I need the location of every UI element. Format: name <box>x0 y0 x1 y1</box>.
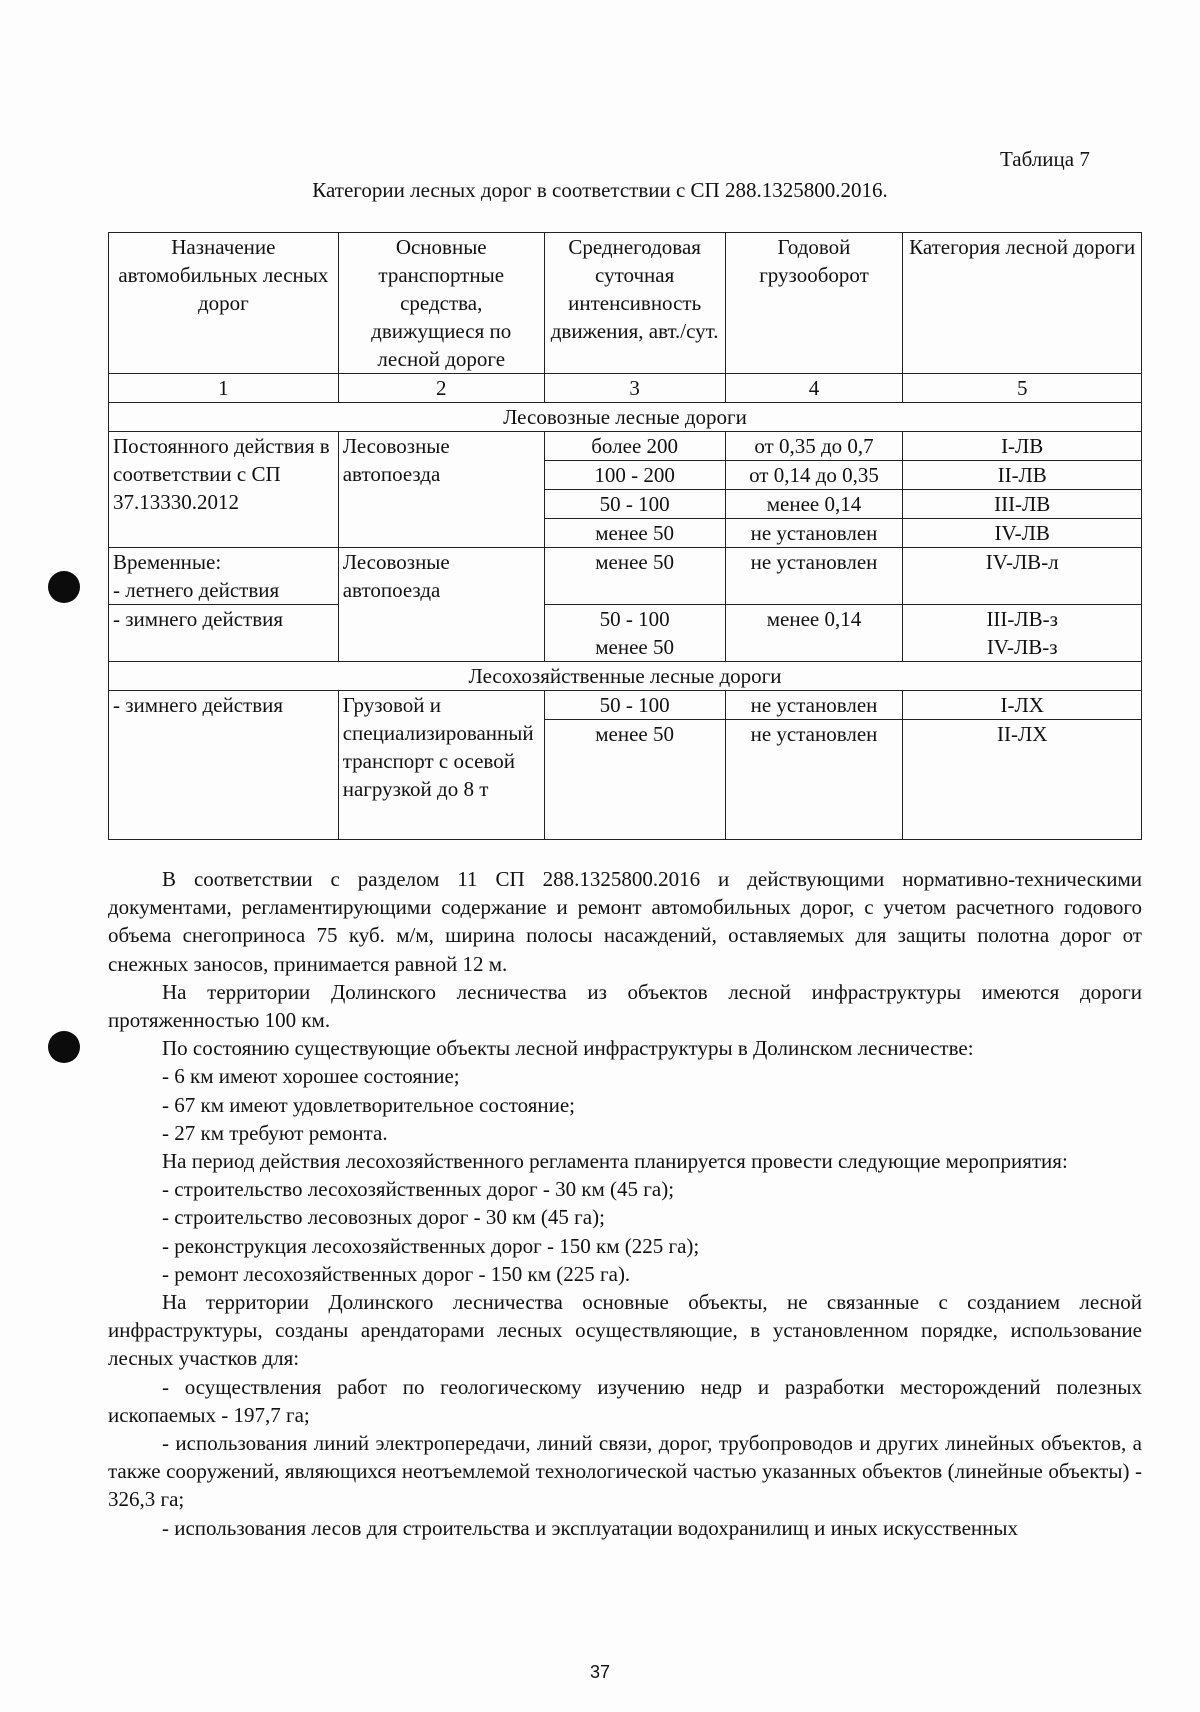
paragraph: На территории Долинского лесничества из объектов лесной инфраструктуры имеются дороги протяженностью 100 км. <box>108 979 1142 1033</box>
table-number: Таблица 7 <box>1000 147 1090 171</box>
table-row <box>109 605 1142 662</box>
freight-cell: менее 0,14 <box>725 490 903 519</box>
list-item: - использования линий электропередачи, линий связи, дорог, трубопроводов и других линейных объектов, а также сооружений, являющихся неотъемлемой технологической частью указанных объектов (линейные объекты) - 326,3 га; <box>108 1431 1142 1512</box>
intensity-cell: 50 - 100 <box>544 691 725 720</box>
category-cell: II-ЛВ <box>903 461 1142 490</box>
intensity-cell: менее 50 <box>544 519 725 548</box>
header-freight: Годовой грузооборот <box>725 233 903 374</box>
intensity-cell <box>544 605 725 662</box>
road-categories-table <box>108 232 1142 840</box>
category-cell: IV-ЛВ-л <box>903 548 1142 605</box>
intensity-value: 50 - 100 <box>599 607 670 631</box>
list-item: - использования лесов для строительства и эксплуатации водохранилищ и иных искусственных <box>162 1515 1018 1540</box>
intensity-cell: менее 50 <box>544 720 725 840</box>
category-cell <box>903 605 1142 662</box>
paragraph: По состоянию существующие объекты лесной инфраструктуры в Долинском лесничестве: <box>162 1036 974 1061</box>
section-logging-roads: Лесовозные лесные дороги <box>109 403 1142 432</box>
header-transport: Основные транспортные средства, движущиеся по лесной дороге <box>338 233 544 374</box>
header-purpose: Назначение автомобильных лесных дорог <box>109 233 339 374</box>
freight-cell: не установлен <box>725 519 903 548</box>
freight-cell: не установлен <box>725 691 903 720</box>
category-cell: I-ЛХ <box>903 691 1142 720</box>
punch-hole-bottom <box>48 1031 80 1063</box>
temporary-transport: Лесовозные автопоезда <box>338 548 544 662</box>
category-cell: II-ЛХ <box>903 720 1142 840</box>
freight-cell: от 0,35 до 0,7 <box>725 432 903 461</box>
list-item: - строительство лесохозяйственных дорог - 30 км (45 га); <box>162 1177 675 1202</box>
table-caption: Категории лесных дорог в соответствии с СП 288.1325800.2016. <box>312 178 888 202</box>
intensity-cell: 50 - 100 <box>544 490 725 519</box>
header-row <box>109 233 1142 374</box>
freight-cell: от 0,14 до 0,35 <box>725 461 903 490</box>
paragraph: На территории Долинского лесничества основные объекты, не связанные с созданием лесной инфраструктуры, созданы арендаторами лесных осуществляющие, в установленном порядке, использование лесных участков для: <box>108 1290 1142 1371</box>
table-row <box>109 691 1142 720</box>
forestry-transport: Грузовой и специализированный транспорт с осевой нагрузкой до 8 т <box>338 691 544 840</box>
temporary-winter-label: - зимнего действия <box>109 605 339 662</box>
column-number: 5 <box>903 374 1142 403</box>
column-number-row <box>109 374 1142 403</box>
section-row <box>109 662 1142 691</box>
temporary-purpose <box>109 548 339 605</box>
column-number: 3 <box>544 374 725 403</box>
section-forestry-roads: Лесохозяйственные лесные дороги <box>109 662 1142 691</box>
page-number: 37 <box>589 1662 611 1682</box>
paragraph: В соответствии с разделом 11 СП 288.1325800.2016 и действующими нормативно-техническими документами, регламентирующими содержание и ремонт автомобильных дорог, с учетом расчетного годового объема снегоприноса 75 куб. м/м, ширина полосы насаждений, оставляемых для защиты полотна дорог от снежных заносов, принимается равной 12 м. <box>108 867 1142 976</box>
punch-hole-top <box>48 571 80 603</box>
paragraph: На период действия лесохозяйственного регламента планируется провести следующие мероприятия: <box>162 1149 1068 1174</box>
list-item: - 67 км имеют удовлетворительное состояние; <box>162 1092 575 1117</box>
category-value: III-ЛВ-з <box>986 607 1058 631</box>
body-text <box>108 865 1142 1542</box>
freight-cell: менее 0,14 <box>725 605 903 662</box>
intensity-cell: более 200 <box>544 432 725 461</box>
section-row <box>109 403 1142 432</box>
list-item: - реконструкция лесохозяйственных дорог - 150 км (225 га); <box>162 1233 700 1258</box>
table-row <box>109 432 1142 461</box>
column-number: 2 <box>338 374 544 403</box>
category-value: IV-ЛВ-з <box>986 635 1058 659</box>
intensity-cell: менее 50 <box>544 548 725 605</box>
category-cell: I-ЛВ <box>903 432 1142 461</box>
list-item: - ремонт лесохозяйственных дорог - 150 км (225 га). <box>162 1261 631 1286</box>
category-cell: III-ЛВ <box>903 490 1142 519</box>
freight-cell: не установлен <box>725 548 903 605</box>
list-item: - 27 км требуют ремонта. <box>162 1120 388 1145</box>
freight-cell: не установлен <box>725 720 903 840</box>
table-row <box>109 548 1142 605</box>
category-cell: IV-ЛВ <box>903 519 1142 548</box>
column-number: 4 <box>725 374 903 403</box>
permanent-purpose: Постоянного действия в соответствии с СП 37.13330.2012 <box>109 432 339 548</box>
permanent-transport: Лесовозные автопоезда <box>338 432 544 548</box>
temporary-summer-label: - летнего действия <box>113 578 280 602</box>
list-item: - строительство лесовозных дорог - 30 км (45 га); <box>162 1205 605 1230</box>
list-item: - осуществления работ по геологическому изучению недр и разработки месторождений полезных ископаемых - 197,7 га; <box>108 1374 1142 1427</box>
column-number: 1 <box>109 374 339 403</box>
intensity-value: менее 50 <box>595 635 675 659</box>
header-intensity: Среднегодовая суточная интенсивность движения, авт./сут. <box>544 233 725 374</box>
intensity-cell: 100 - 200 <box>544 461 725 490</box>
list-item: - 6 км имеют хорошее состояние; <box>162 1064 460 1089</box>
temporary-title: Временные: <box>113 550 222 574</box>
forestry-purpose: - зимнего действия <box>109 691 339 840</box>
header-category: Категория лесной дороги <box>903 233 1142 374</box>
